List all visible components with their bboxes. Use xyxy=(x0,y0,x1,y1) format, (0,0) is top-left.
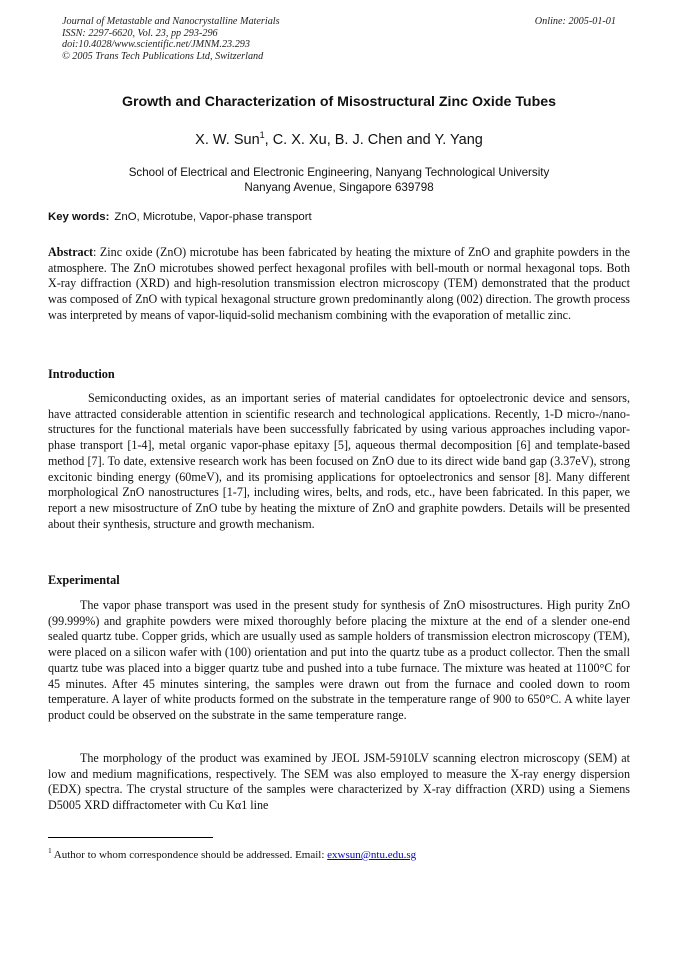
footnote-mark: 1 xyxy=(259,130,265,141)
footnote-text: Author to whom correspondence should be addressed. Email: xyxy=(53,849,328,861)
journal-doi: doi:10.4028/www.scientific.net/JMNM.23.293 xyxy=(62,39,250,51)
footnote-number: 1 xyxy=(48,846,52,856)
other-authors: , C. X. Xu, B. J. Chen and Y. Yang xyxy=(264,132,483,148)
first-author: X. W. Sun xyxy=(195,132,260,148)
affiliation-line-1: School of Electrical and Electronic Engineering, Nanyang Technological University xyxy=(128,166,550,179)
keywords xyxy=(48,211,630,223)
paper-title: Growth and Characterization of Misostructural Zinc Oxide Tubes xyxy=(121,94,557,110)
introduction-heading: Introduction xyxy=(48,367,115,381)
experimental-paragraph-2: The morphology of the product was examined by JEOL JSM-5910LV scanning electron microscopy (SEM) at low and medium magnifications, respectively. The SEM was also employed to measure the X-ray energy dispersion (EDX) spectra. The crystal structure of the samples were characterized by X-ray diffraction (XRD) using a Siemens D5005 XRD diffractometer with Cu Kα1 line xyxy=(48,751,630,813)
affiliation-line-2: Nanyang Avenue, Singapore 639798 xyxy=(244,180,434,194)
abstract-text: : Zinc oxide (ZnO) microtube has been fabricated by heating the mixture of ZnO and graphite powders in the atmosphere. The ZnO microtubes showed perfect hexagonal profiles with bell-mouth or normal hexagonal tops. Both X-ray diffraction (XRD) and high-resolution transmission electron microscopy (TEM) demonstrated that the product was composed of ZnO with typical hexagonal structure grown predominantly along (002) direction. The growth process was interpreted by means of vapor-liquid-solid mechanism combining with the evaporation of metallic zinc. xyxy=(48,245,630,322)
online-date: Online: 2005-01-01 xyxy=(534,16,616,27)
introduction-paragraph: Semiconducting oxides, as an important series of material candidates for optoelectronic device and sensors, have attracted considerable attention in scientific research and technological applications. Recently, 1-D micro-/nano-structures for the functional materials have been successfully fabricated by using various approaches including vapor-phase transport [1-4], metal organic vapor-phase epitaxy [5], aqueous thermal decomposition [6] and template-based method [7]. To date, extensive research work has been focused on ZnO due to its direct wide band gap (3.37eV), strong excitonic binding energy (60meV), and its promising applications for optoelectronics and sensor [8]. Many different morphological ZnO nanostructures [1-7], including wires, belts, and rods, etc., have been fabricated. In this paper, we report a new misostructure of ZnO tube by heating the mixture of ZnO and graphite powders. Details will be presented about their synthesis, structure and growth mechanism. xyxy=(48,391,630,531)
affiliation xyxy=(0,166,678,195)
experimental-paragraph-1: The vapor phase transport was used in the present study for synthesis of ZnO misostructures. High purity ZnO (99.999%) and graphite powders were mixed thoroughly before placing the mixture at the end of a slender one-end sealed quartz tube. Copper grids, which are usually used as sample holders of transmission electron microscopy (TEM), were placed on a silicon wafer with (100) orientation and put into the quartz tube as a product collector. Then the small quartz tube was placed into a bigger quartz tube and pushed into a tube furnace. The mixture was heated at 1100°C for 45 minutes. After 45 minutes sintering, the samples were drawn out from the furnace and cooled down to room temperature. A layer of white products formed on the substrate in the temperature range of 900 to 650°C. A white layer product could be observed on the substrate in the same temperature range. xyxy=(48,598,630,722)
footnote-rule xyxy=(48,837,213,838)
journal-name: Journal of Metastable and Nanocrystalline Materials xyxy=(62,16,280,27)
keywords-text: ZnO, Microtube, Vapor-phase transport xyxy=(114,211,312,223)
email-link[interactable]: exwsun@ntu.edu.sg xyxy=(327,849,417,861)
experimental-heading: Experimental xyxy=(48,573,120,587)
abstract-label: Abstract xyxy=(48,245,94,259)
journal-header xyxy=(62,16,616,62)
author-list xyxy=(0,132,678,148)
keywords-label: Key words: xyxy=(48,211,110,223)
footnote xyxy=(48,846,630,861)
journal-copyright: © 2005 Trans Tech Publications Ltd, Switzerland xyxy=(62,50,264,62)
abstract xyxy=(48,245,630,324)
journal-issn: ISSN: 2297-6620, Vol. 23, pp 293-296 xyxy=(62,27,218,39)
